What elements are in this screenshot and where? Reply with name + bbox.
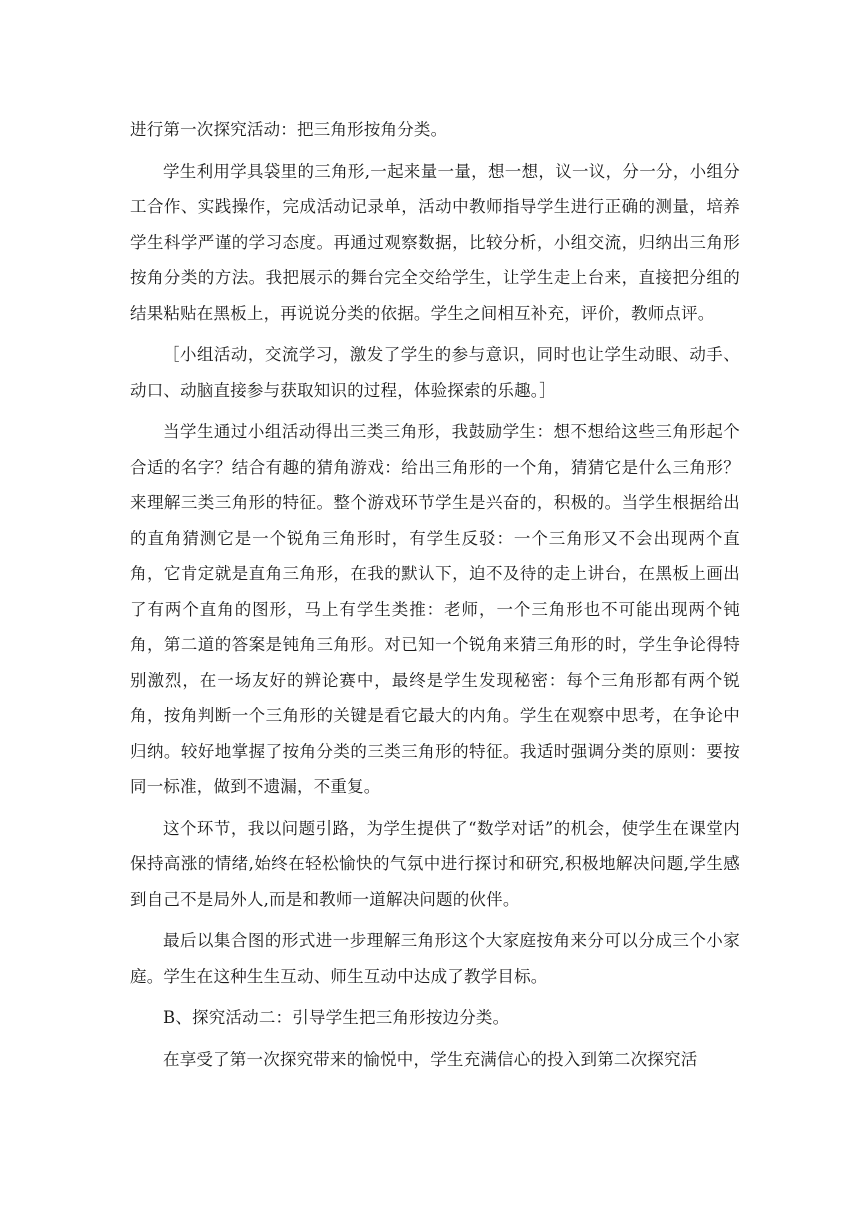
paragraph-second-exploration: 在享受了第一次探究带来的愉悦中，学生充满信心的投入到第二次探究活 <box>163 1049 698 1069</box>
document-body <box>130 112 740 1083</box>
paragraph-math-dialogue: 这个环节，我以问题引路，为学生提供了“数学对话”的机会，使学生在课堂内保持高涨的情绪,始终在轻松愉快的气氛中进行探讨和研究,积极地解决问题,学生感到自己不是局外人,而是和教师一道解决问题的伙伴。 <box>130 818 740 909</box>
paragraph-group-work: 学生利用学具袋里的三角形,一起来量一量，想一想，议一议，分一分，小组分工合作、实践操作，完成活动记录单，活动中教师指导学生进行正确的测量，培养学生科学严谨的学习态度。再通过观察数据，比较分析，小组交流，归纳出三角形按角分类的方法。我把展示的舞台完全交给学生，让学生走上台来，直接把分组的结果粘贴在黑板上，再说说分类的依据。学生之间相互补充，评价，教师点评。 <box>130 161 740 323</box>
paragraph-bracket-note: ［小组活动，交流学习，激发了学生的参与意识，同时也让学生动眼、动手、动口、动脑直接参与获取知识的过程，体验探索的乐趣。］ <box>130 345 740 400</box>
paragraph-activity-two-heading: B、探究活动二：引导学生把三角形按边分类。 <box>163 1008 510 1027</box>
paragraph-set-diagram: 最后以集合图的形式进一步理解三角形这个大家庭按角来分可以分成三个小家庭。学生在这种生生互动、师生互动中达成了教学目标。 <box>130 931 740 986</box>
paragraph-activity-intro: 进行第一次探究活动：把三角形按角分类。 <box>130 120 448 139</box>
paragraph-guessing-game: 当学生通过小组活动得出三类三角形，我鼓励学生：想不想给这些三角形起个合适的名字？结合有趣的猜角游戏：给出三角形的一个角，猜猜它是什么三角形？来理解三类三角形的特征。整个游戏环节学生是兴奋的，积极的。当学生根据给出的直角猜测它是一个锐角三角形时，有学生反驳：一个三角形又不会出现两个直角，它肯定就是直角三角形，在我的默认下，迫不及待的走上讲台，在黑板上画出了有两个直角的图形，马上有学生类推：老师，一个三角形也不可能出现两个钝角，第二道的答案是钝角三角形。对已知一个锐角来猜三角形的时，学生争论得特别激烈，在一场友好的辨论赛中，最终是学生发现秘密：每个三角形都有两个锐角，按角判断一个三角形的关键是看它最大的内角。学生在观察中思考，在争论中归纳。较好地掌握了按角分类的三类三角形的特征。我适时强调分类的原则：要按同一标准，做到不遗漏，不重复。 <box>130 422 740 796</box>
